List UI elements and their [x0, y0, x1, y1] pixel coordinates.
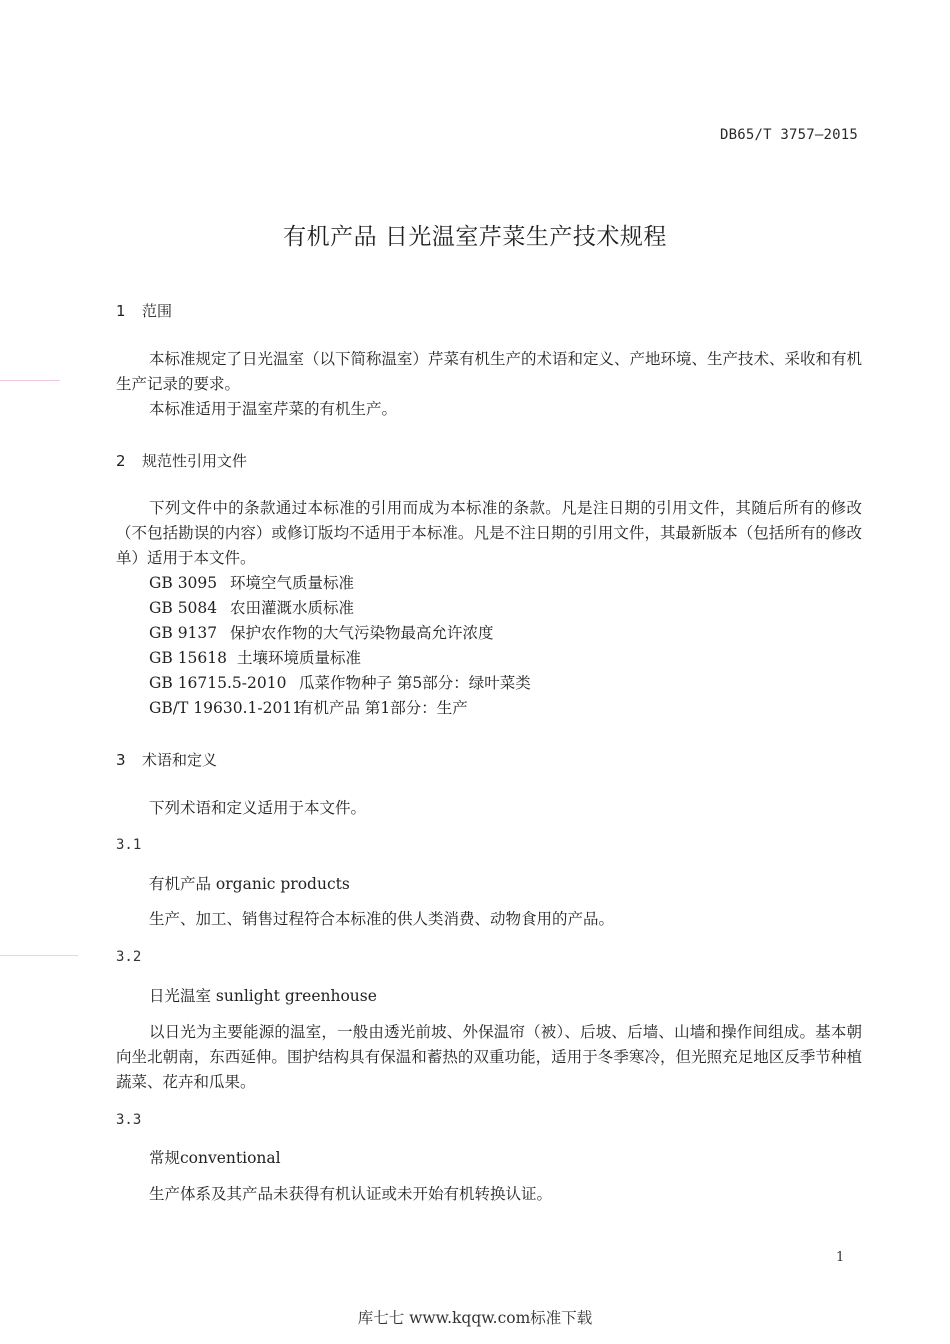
reference-item [149, 696, 468, 718]
section-number: 1 [116, 302, 126, 320]
scope-paragraph-1: 本标准规定了日光温室（以下简称温室）芹菜有机生产的术语和定义、产地环境、生产技术、采收和有机生产记录的要求。 [116, 350, 863, 393]
term-definition: 生产、加工、销售过程符合本标准的供人类消费、动物食用的产品。 [149, 910, 615, 928]
reference-item [149, 621, 494, 643]
scan-artifact [0, 955, 78, 956]
term-name: 常规conventional [149, 1149, 281, 1167]
reference-title: 农田灌溉水质标准 [230, 599, 355, 617]
reference-item [149, 671, 531, 693]
document-code: DB65/T 3757—2015 [719, 127, 858, 143]
section-heading-normative-references [116, 450, 247, 471]
reference-code: GB 16715.5-2010 [149, 674, 287, 692]
term-number: 3.3 [116, 1112, 142, 1128]
reference-item [149, 646, 361, 668]
reference-code: GB 9137 [149, 624, 218, 642]
scan-artifact [0, 380, 60, 381]
section-heading-scope [116, 300, 172, 321]
reference-title: 有机产品 第1部分：生产 [298, 699, 468, 717]
scope-paragraph-2: 本标准适用于温室芹菜的有机生产。 [149, 400, 398, 418]
reference-title: 瓜菜作物种子 第5部分：绿叶菜类 [299, 674, 531, 692]
reference-title: 环境空气质量标准 [230, 574, 355, 592]
footer-watermark: 库七七 www.kqqw.com标准下载 [357, 1309, 593, 1327]
reference-title: 土壤环境质量标准 [237, 649, 362, 667]
term-number: 3.1 [116, 837, 142, 853]
reference-code: GB/T 19630.1-2011 [149, 699, 303, 717]
term-name: 日光温室 sunlight greenhouse [149, 987, 377, 1005]
section-title: 规范性引用文件 [142, 452, 248, 470]
section-title: 范围 [142, 302, 173, 320]
term-name: 有机产品 organic products [149, 875, 350, 893]
reference-code: GB 3095 [149, 574, 218, 592]
reference-title: 保护农作物的大气污染物最高允许浓度 [230, 624, 494, 642]
reference-code: GB 15618 [149, 649, 228, 667]
reference-item [149, 571, 354, 593]
section-number: 3 [116, 751, 126, 769]
term-number: 3.2 [116, 949, 142, 965]
page-title: 有机产品 日光温室芹菜生产技术规程 [283, 224, 667, 250]
references-paragraph: 下列文件中的条款通过本标准的引用而成为本标准的条款。凡是注日期的引用文件，其随后所有的修改（不包括勘误的内容）或修订版均不适用于本标准。凡是不注日期的引用文件，其最新版本（包括所有的修改单）适用于本文件。 [116, 499, 862, 567]
terms-intro: 下列术语和定义适用于本文件。 [149, 799, 367, 817]
section-heading-terms [116, 749, 217, 770]
term-definition: 生产体系及其产品未获得有机认证或未开始有机转换认证。 [149, 1185, 553, 1203]
section-title: 术语和定义 [142, 751, 218, 769]
section-number: 2 [116, 452, 126, 470]
reference-item [149, 596, 354, 618]
term-definition: 以日光为主要能源的温室，一般由透光前坡、外保温帘（被）、后坡、后墙、山墙和操作间组成。基本朝向坐北朝南，东西延伸。围护结构具有保温和蓄热的双重功能，适用于冬季寒冷，但光照充足地区反季节种植蔬菜、花卉和瓜果。 [116, 1023, 862, 1091]
page-number: 1 [836, 1250, 845, 1265]
reference-code: GB 5084 [149, 599, 218, 617]
